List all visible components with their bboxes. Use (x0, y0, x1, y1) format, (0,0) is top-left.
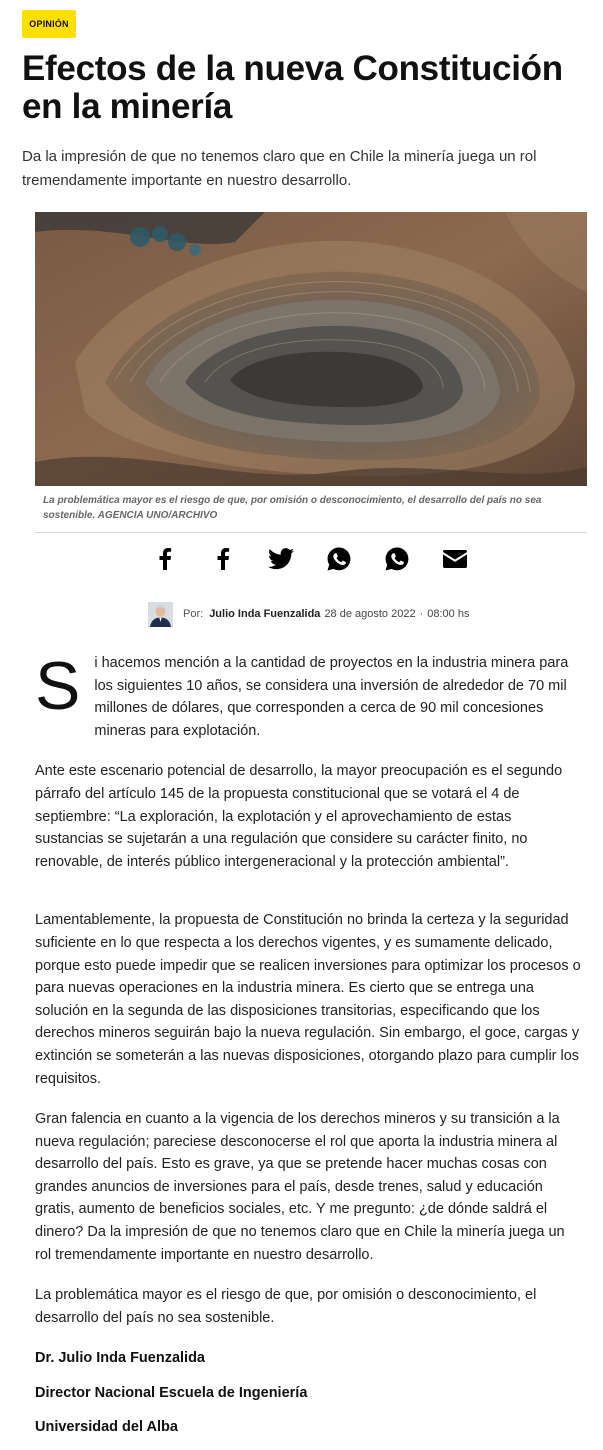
article-paragraph: Lamentablemente, la propuesta de Constitución no brinda la certeza y la seguridad suficiente en lo que respecta a los derechos vigentes, y es sumamente delicado, porque esto puede impedir que se realicen inversiones para optimizar los procesos o para nuevas operaciones en la industria minera. Es cierto que se entrega una solución en la segunda de las disposiciones transitorias, especificando que los derechos mineros seguirán bajo la nueva regulación. Sin embargo, el goce, cargas y extinción se someterán a las nuevas disposiciones, otorgando plazo para cumplir los requisitos. (35, 912, 581, 1087)
facebook-icon (158, 548, 172, 570)
email-share-button[interactable] (440, 544, 470, 574)
drop-cap: S (35, 648, 81, 724)
byline (148, 600, 469, 628)
facebook-share-button[interactable] (150, 544, 180, 574)
author-signature (35, 1347, 583, 1438)
publish-time: 08:00 hs (427, 608, 470, 620)
article-title: Efectos de la nueva Constitución en la minería (22, 49, 563, 126)
byline-prefix: Por: (183, 608, 204, 620)
signature-role: Director Nacional Escuela de Ingeniería (35, 1384, 308, 1401)
paragraph-text: i hacemos mención a la cantidad de proyectos en la industria minera para los siguientes 10 años, se considera una inversión de alrededor de 70 mil millones de dólares, que corresponden a cerca de 90 mil concesiones mineras para explotación. (94, 655, 569, 739)
article-paragraph: Ante este escenario potencial de desarrollo, la mayor preocupación es el segundo párrafo del artículo 145 de la propuesta constitucional que se votará el 4 de septiembre: “La exploración, la explotación y el aprovechamiento de estas sustancias se sujetarán a una regulación que considere su carácter finito, no renovable, de interés público intergeneracional y la protección ambiental”. (35, 763, 563, 870)
share-bar (150, 543, 470, 575)
whatsapp-share-button[interactable] (324, 544, 354, 574)
whatsapp-icon (385, 547, 409, 571)
article-body (35, 648, 583, 1450)
person-icon (148, 602, 173, 627)
facebook-share-button-2[interactable] (208, 544, 238, 574)
article-lead: Da la impresión de que no tenemos claro que en Chile la minería juega un rol tremendamente importante en nuestro desarrollo. (22, 148, 537, 189)
open-pit-mine-image (35, 212, 587, 486)
date-separator: · (419, 608, 424, 620)
twitter-icon (268, 548, 294, 570)
photo-caption: La problemática mayor es el riesgo de que, por omisión o desconocimiento, el desarrollo del país no sea sostenible. AGENCIA UNO/ARCHIVO (43, 495, 542, 521)
section-tag[interactable]: OPINIÓN (22, 10, 76, 38)
twitter-share-button[interactable] (266, 544, 296, 574)
whatsapp-share-button-2[interactable] (382, 544, 412, 574)
divider (35, 532, 587, 533)
article-paragraph: La problemática mayor es el riesgo de que, por omisión o desconocimiento, el desarrollo del país no sea sostenible. (35, 1287, 537, 1326)
facebook-icon (216, 548, 230, 570)
whatsapp-icon (327, 547, 351, 571)
author-avatar[interactable] (148, 602, 173, 627)
article-paragraph: Gran falencia en cuanto a la vigencia de los derechos mineros y su transición a la nueva regulación; pareciese desconocerse el rol que aporta la industria minera al desarrollo del país. Esto es grave, ya que se pretende hacer muchas cosas con grandes anuncios de inversiones para el país, desde trenes, salud y educación gratis, aumento de beneficios sociales, etc. Y me pregunto: ¿de dónde saldrá el dinero? Da la impresión de que no tenemos claro que en Chile la minería juega un rol tremendamente importante en nuestro desarrollo. (35, 1111, 565, 1263)
signature-name: Dr. Julio Inda Fuenzalida (35, 1350, 205, 1367)
article-photo[interactable] (35, 212, 587, 486)
signature-institution: Universidad del Alba (35, 1418, 178, 1435)
publish-date: 28 de agosto 2022 (324, 608, 416, 620)
author-name[interactable]: Julio Inda Fuenzalida (209, 608, 321, 620)
article-paragraph (35, 648, 583, 742)
email-icon (443, 550, 467, 568)
